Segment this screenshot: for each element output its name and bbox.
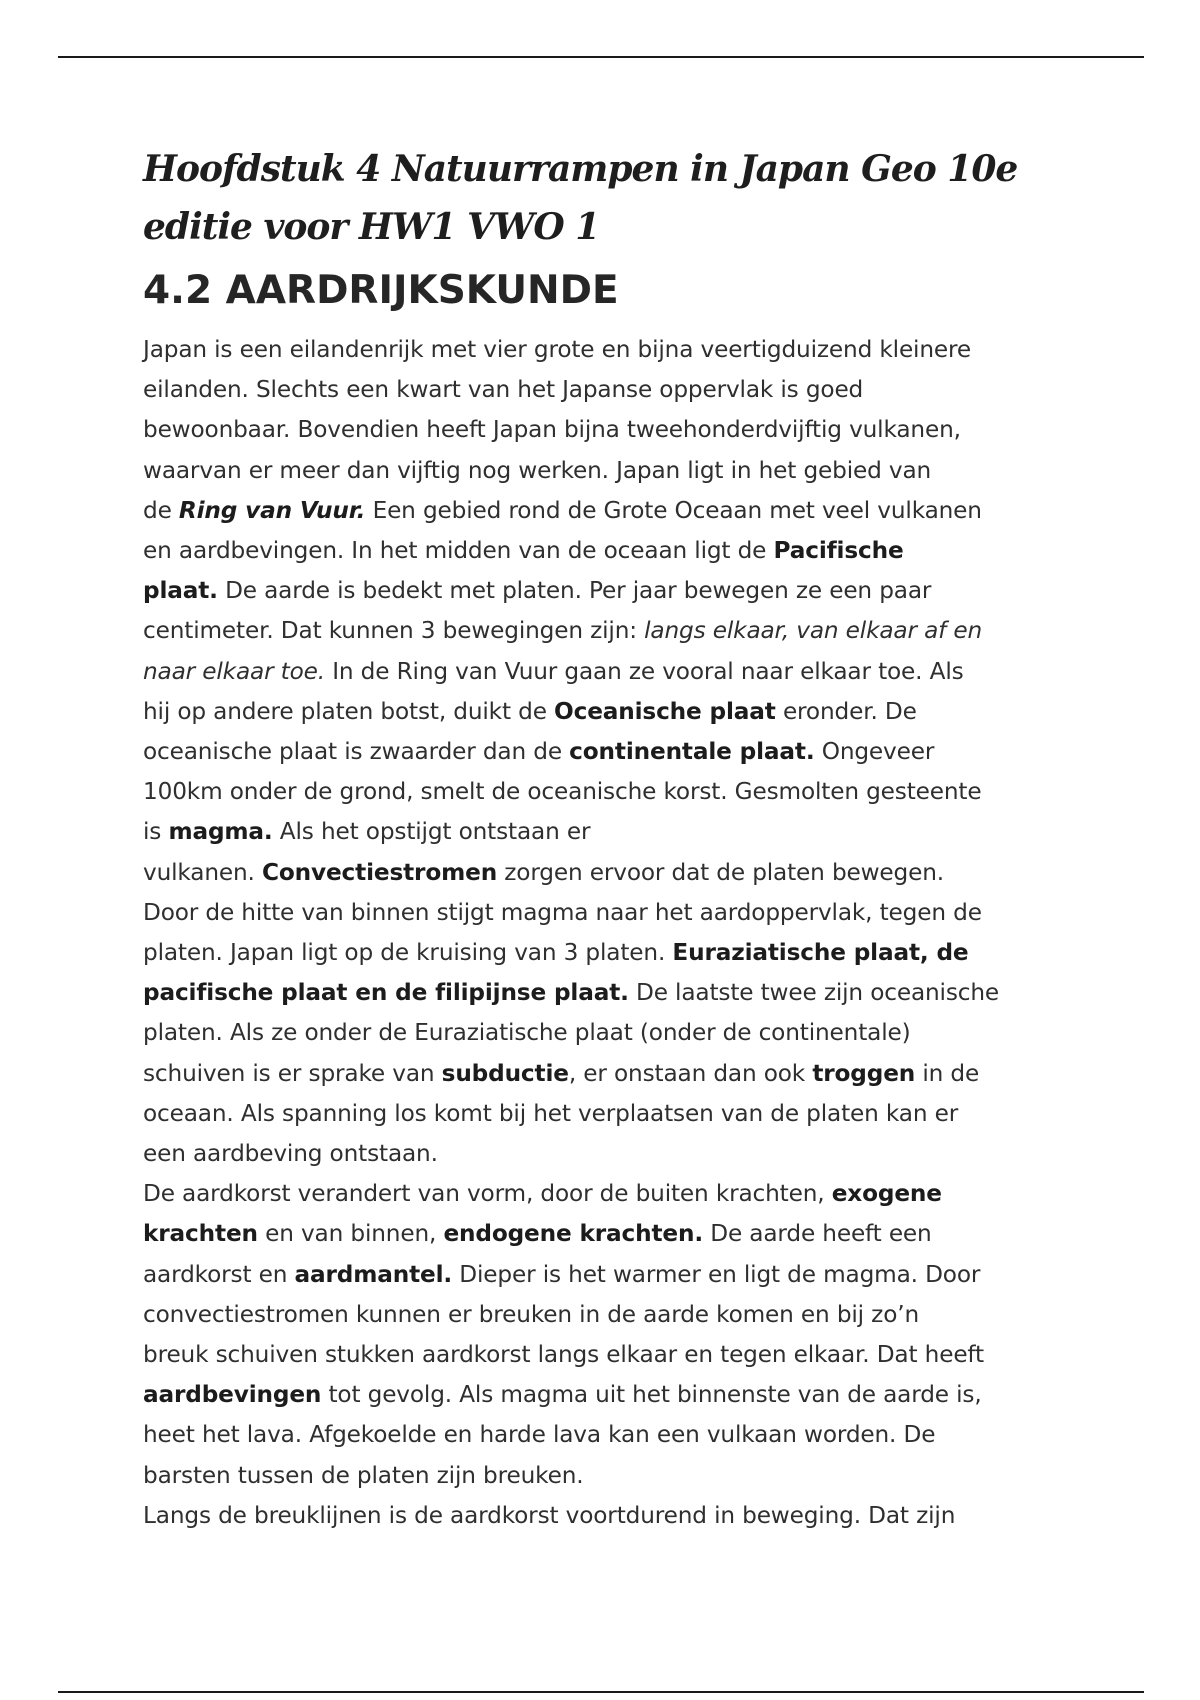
emphasized-term: Ring van Vuur.	[178, 496, 366, 524]
text-run: Een gebied rond de Grote Oceaan met veel vulkanen	[365, 496, 982, 524]
body-text-line	[143, 1054, 1063, 1094]
text-run: In de Ring van Vuur gaan ze vooral naar elkaar toe. Als	[325, 657, 964, 685]
body-text-line	[143, 451, 1063, 491]
body-text-line	[143, 1094, 1063, 1134]
body-text-line	[143, 370, 1063, 410]
key-term: Pacifische	[773, 537, 904, 565]
key-term: subductie	[441, 1059, 569, 1087]
text-run: Dieper is het warmer en ligt de magma. Door	[452, 1260, 981, 1288]
text-run: vulkanen.	[143, 858, 262, 886]
body-text-line	[143, 1013, 1063, 1053]
body-text-line	[143, 1255, 1063, 1295]
key-term: Oceanische plaat	[554, 697, 776, 725]
body-text-line	[143, 1496, 1063, 1536]
text-run: de	[143, 496, 179, 524]
body-text-line	[143, 1375, 1063, 1415]
text-run: in de	[915, 1059, 980, 1087]
key-term: Convectiestromen	[262, 858, 498, 886]
text-run: platen. Als ze onder de Euraziatische plaat (onder de continentale)	[143, 1019, 911, 1047]
text-run: De laatste twee zijn oceanische	[628, 979, 1000, 1007]
text-run: eronder. De	[775, 697, 917, 725]
top-divider-line	[58, 56, 1144, 58]
text-run: Japan is een eilandenrijk met vier grote en bijna veertigduizend kleinere	[143, 336, 972, 363]
document-title-line-1: Hoofdstuk 4 Natuurrampen in Japan Geo 10e	[143, 148, 1018, 190]
body-text-line	[143, 531, 1063, 571]
body-text-line	[143, 893, 1063, 933]
body-text-line	[143, 1456, 1063, 1496]
body-text-line	[143, 330, 1063, 370]
body-text-line	[143, 1134, 1063, 1174]
text-run: barsten tussen de platen zijn breuken.	[143, 1461, 584, 1489]
text-run: is	[143, 818, 169, 846]
text-run: heet het lava. Afgekoelde en harde lava kan een vulkaan worden. De	[143, 1421, 936, 1449]
body-text-line	[143, 692, 1063, 732]
body-paragraph	[143, 330, 1063, 1536]
body-text-line	[143, 853, 1063, 893]
text-run: en van binnen,	[257, 1220, 444, 1248]
key-term: aardmantel.	[294, 1260, 453, 1288]
text-run: bewoonbaar. Bovendien heeft Japan bijna tweehonderdvijftig vulkanen,	[143, 416, 961, 444]
italic-phrase: naar elkaar toe.	[143, 657, 325, 685]
key-term: troggen	[812, 1059, 916, 1087]
key-term: krachten	[143, 1220, 258, 1248]
body-text-line	[143, 1214, 1063, 1254]
text-run: aardkorst en	[143, 1260, 295, 1288]
key-term: magma.	[168, 818, 273, 846]
text-run: oceaan. Als spanning los komt bij het verplaatsen van de platen kan er	[143, 1099, 959, 1127]
body-text-line	[143, 933, 1063, 973]
text-run: convectiestromen kunnen er breuken in de aarde komen en bij zo’n	[143, 1300, 920, 1328]
text-run: zorgen ervoor dat de platen bewegen.	[497, 858, 945, 886]
key-term: continentale plaat.	[569, 738, 815, 766]
key-term: exogene	[831, 1180, 942, 1208]
document-content	[143, 140, 1063, 1536]
text-run: en aardbevingen. In het midden van de oceaan ligt de	[143, 537, 774, 565]
body-text-line	[143, 812, 1063, 852]
body-text-line	[143, 1415, 1063, 1455]
text-run: hij op andere platen botst, duikt de	[143, 697, 555, 725]
text-run: oceanische plaat is zwaarder dan de	[143, 738, 570, 766]
body-text-line	[143, 732, 1063, 772]
text-run: Als het opstijgt ontstaan er	[272, 818, 591, 846]
body-text-line	[143, 571, 1063, 611]
body-text-line	[143, 772, 1063, 812]
text-run: breuk schuiven stukken aardkorst langs elkaar en tegen elkaar. Dat heeft	[143, 1341, 984, 1369]
text-run: De aarde heeft een	[703, 1220, 932, 1248]
emphasized-term-wrapper	[179, 497, 365, 524]
italic-phrase: langs elkaar, van elkaar af en	[644, 617, 983, 645]
key-term: endogene krachten.	[443, 1220, 704, 1248]
body-text-line	[143, 1335, 1063, 1375]
bottom-divider-line	[58, 1691, 1144, 1693]
text-run: centimeter. Dat kunnen 3 bewegingen zijn:	[143, 617, 645, 645]
key-term: pacifische plaat en de filipijnse plaat.	[143, 979, 629, 1007]
text-run: De aarde is bedekt met platen. Per jaar bewegen ze een paar	[217, 577, 932, 605]
key-term: Euraziatische plaat, de	[672, 939, 969, 967]
text-run: Door de hitte van binnen stijgt magma naar het aardoppervlak, tegen de	[143, 898, 982, 926]
text-run: De aardkorst verandert van vorm, door de buiten krachten,	[143, 1180, 832, 1208]
section-heading: 4.2 AARDRIJKSKUNDE	[143, 268, 619, 313]
body-text-line	[143, 491, 1063, 531]
body-text-line	[143, 1174, 1063, 1214]
body-text-line	[143, 611, 1063, 651]
text-run: 100km onder de grond, smelt de oceanische korst. Gesmolten gesteente	[143, 778, 982, 806]
text-run: tot gevolg. Als magma uit het binnenste van de aarde is,	[321, 1381, 982, 1409]
key-term: plaat.	[143, 577, 218, 605]
body-text-line	[143, 410, 1063, 450]
body-text-line	[143, 652, 1063, 692]
text-run: eilanden. Slechts een kwart van het Japanse oppervlak is goed	[143, 376, 864, 404]
text-run: platen. Japan ligt op de kruising van 3 platen.	[143, 939, 673, 967]
key-term: aardbevingen	[143, 1381, 322, 1409]
text-run: Langs de breuklijnen is de aardkorst voortdurend in beweging. Dat zijn	[143, 1501, 956, 1529]
document-title-line-2: editie voor HW1 VWO 1	[143, 206, 600, 248]
text-run: Ongeveer	[814, 738, 935, 766]
document-title	[143, 140, 1063, 256]
body-text-line	[143, 1295, 1063, 1335]
body-text-line	[143, 973, 1063, 1013]
text-run: waarvan er meer dan vijftig nog werken. Japan ligt in het gebied van	[143, 456, 932, 484]
text-run: een aardbeving ontstaan.	[143, 1140, 438, 1168]
text-run: , er onstaan dan ook	[568, 1059, 813, 1087]
text-run: schuiven is er sprake van	[143, 1059, 442, 1087]
